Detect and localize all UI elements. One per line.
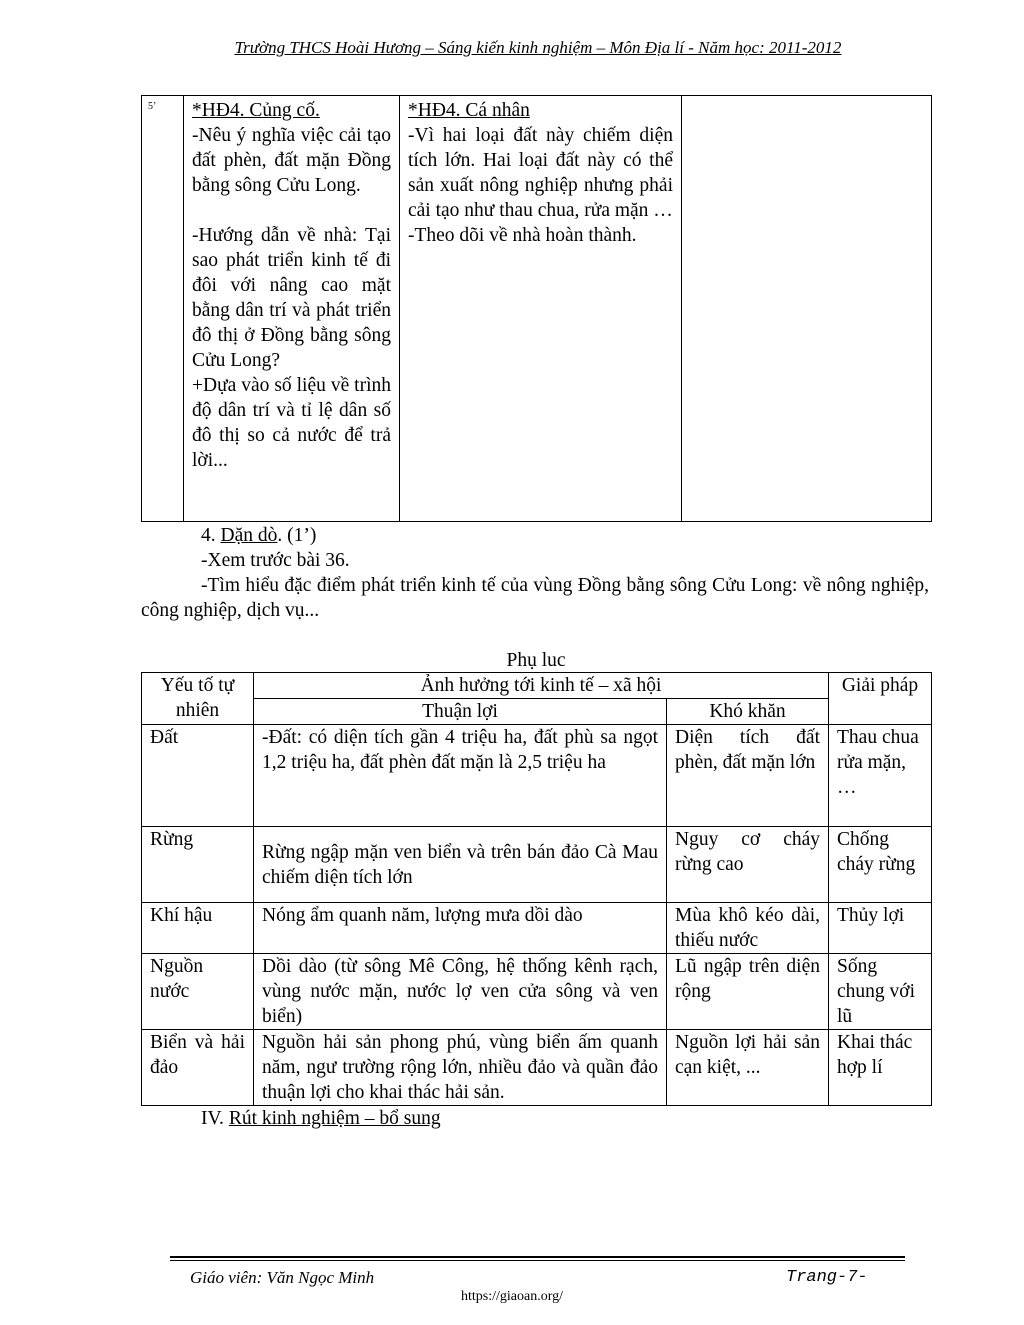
footer-teacher-label: Giáo viên [190,1268,257,1287]
advantage-cell: -Đất: có diện tích gần 4 triệu ha, đất phù sa ngọt 1,2 triệu ha, đất phèn đất mặn là 2,5 triệu ha [254,725,667,827]
difficulty-cell: Lũ ngập trên diện rộng [667,954,829,1030]
solution-cell: Khai thác hợp lí [829,1030,932,1106]
advantage-cell: Rừng ngập mặn ven biển và trên bán đảo Cà Mau chiếm diện tích lớn [254,827,667,903]
footer-teacher [190,1268,374,1288]
solution-cell: Chống cháy rừng [829,827,932,903]
table-row [142,1030,932,1106]
teacher-question: -Nêu ý nghĩa việc cải tạo đất phèn, đất mặn Đồng bằng sông Cửu Long. [192,125,391,196]
student-activity-cell [400,96,682,522]
footer-teacher-name: : Văn Ngọc Minh [256,1268,375,1287]
header-impact: Ảnh hưởng tới kinh tế – xã hội [254,673,829,699]
solution-cell: Thủy lợi [829,903,932,954]
advantage-cell: Dồi dào (từ sông Mê Công, hệ thống kênh rạch, vùng nước mặn, nước lợ ven cửa sông và ven biển) [254,954,667,1030]
homework-heading [201,523,316,548]
homework-line-1: -Xem trước bài 36. [201,550,350,571]
factor-cell: Biển và hải đảo [142,1030,254,1106]
homework-suffix: . (1’) [277,525,317,546]
section-4-title: Rút kinh nghiệm – bổ sung [228,1108,441,1129]
homework-prefix: 4. [201,525,221,546]
footer-divider-thick [170,1256,905,1258]
header-advantage: Thuận lợi [254,699,667,725]
factor-cell: Đất [142,725,254,827]
footer-divider-thin [170,1260,905,1261]
solution-cell: Thau chua rửa mặn, … [829,725,932,827]
factor-cell: Nguồn nước [142,954,254,1030]
teacher-homework: -Hướng dẫn về nhà: Tại sao phát triển kinh tế đi đôi với nâng cao mặt bằng dân trí và phát triển đô thị ở Đồng bằng sông Cửu Long? [192,225,391,371]
header-factor: Yếu tố tự nhiên [142,673,254,725]
table-row [142,903,932,954]
table-row [142,954,932,1030]
header-solution: Giải pháp [829,673,932,725]
notes-cell [682,96,932,522]
teacher-activity-cell [184,96,400,522]
appendix-title: Phụ luc [506,650,566,671]
advantage-cell: Nóng ẩm quanh năm, lượng mưa dồi dào [254,903,667,954]
student-answer: -Vì hai loại đất này chiếm diện tích lớn. Hai loại đất này có thể sản xuất nông nghiệp nhưng phải cải tạo như thau chua, rửa mặn … [408,125,673,221]
footer-url[interactable]: https://giaoan.org/ [460,1289,563,1304]
table-row [142,827,932,903]
time-cell: 5’ [142,96,184,522]
homework-title: Dặn dò [220,525,278,546]
teacher-activity-title: *HĐ4. Củng cố. [192,100,320,121]
factor-cell: Khí hậu [142,903,254,954]
lesson-table [141,95,932,522]
difficulty-cell: Nguy cơ cháy rừng cao [667,827,829,903]
header-difficulty: Khó khăn [667,699,829,725]
solution-cell: Sống chung với lũ [829,954,932,1030]
student-activity-title: *HĐ4. Cá nhân [408,100,530,121]
page-header: Trường THCS Hoài Hương – Sáng kiến kinh nghiệm – Môn Địa lí - Năm học: 2011-2012 [234,38,842,57]
footer-page-number: Trang-7- [786,1268,868,1287]
teacher-hint: +Dựa vào số liệu về trình độ dân trí và tỉ lệ dân số đô thị so cả nước để trả lời... [192,375,391,471]
difficulty-cell: Mùa khô kéo dài, thiếu nước [667,903,829,954]
factor-cell: Rừng [142,827,254,903]
section-4-prefix: IV. [201,1108,229,1129]
advantage-cell: Nguồn hải sản phong phú, vùng biển ấm quanh năm, ngư trường rộng lớn, nhiều đảo và quần đảo thuận lợi cho khai thác hải sản. [254,1030,667,1106]
appendix-table [141,672,932,1106]
difficulty-cell: Diện tích đất phèn, đất mặn lớn [667,725,829,827]
homework-line-2: -Tìm hiểu đặc điểm phát triển kinh tế của vùng Đồng bằng sông Cửu Long: về nông nghiệp, công nghiệp, dịch vụ... [141,575,929,621]
table-row [142,725,932,827]
difficulty-cell: Nguồn lợi hải sản cạn kiệt, ... [667,1030,829,1106]
section-4-heading [201,1106,441,1131]
student-homework: -Theo dõi về nhà hoàn thành. [408,225,637,246]
